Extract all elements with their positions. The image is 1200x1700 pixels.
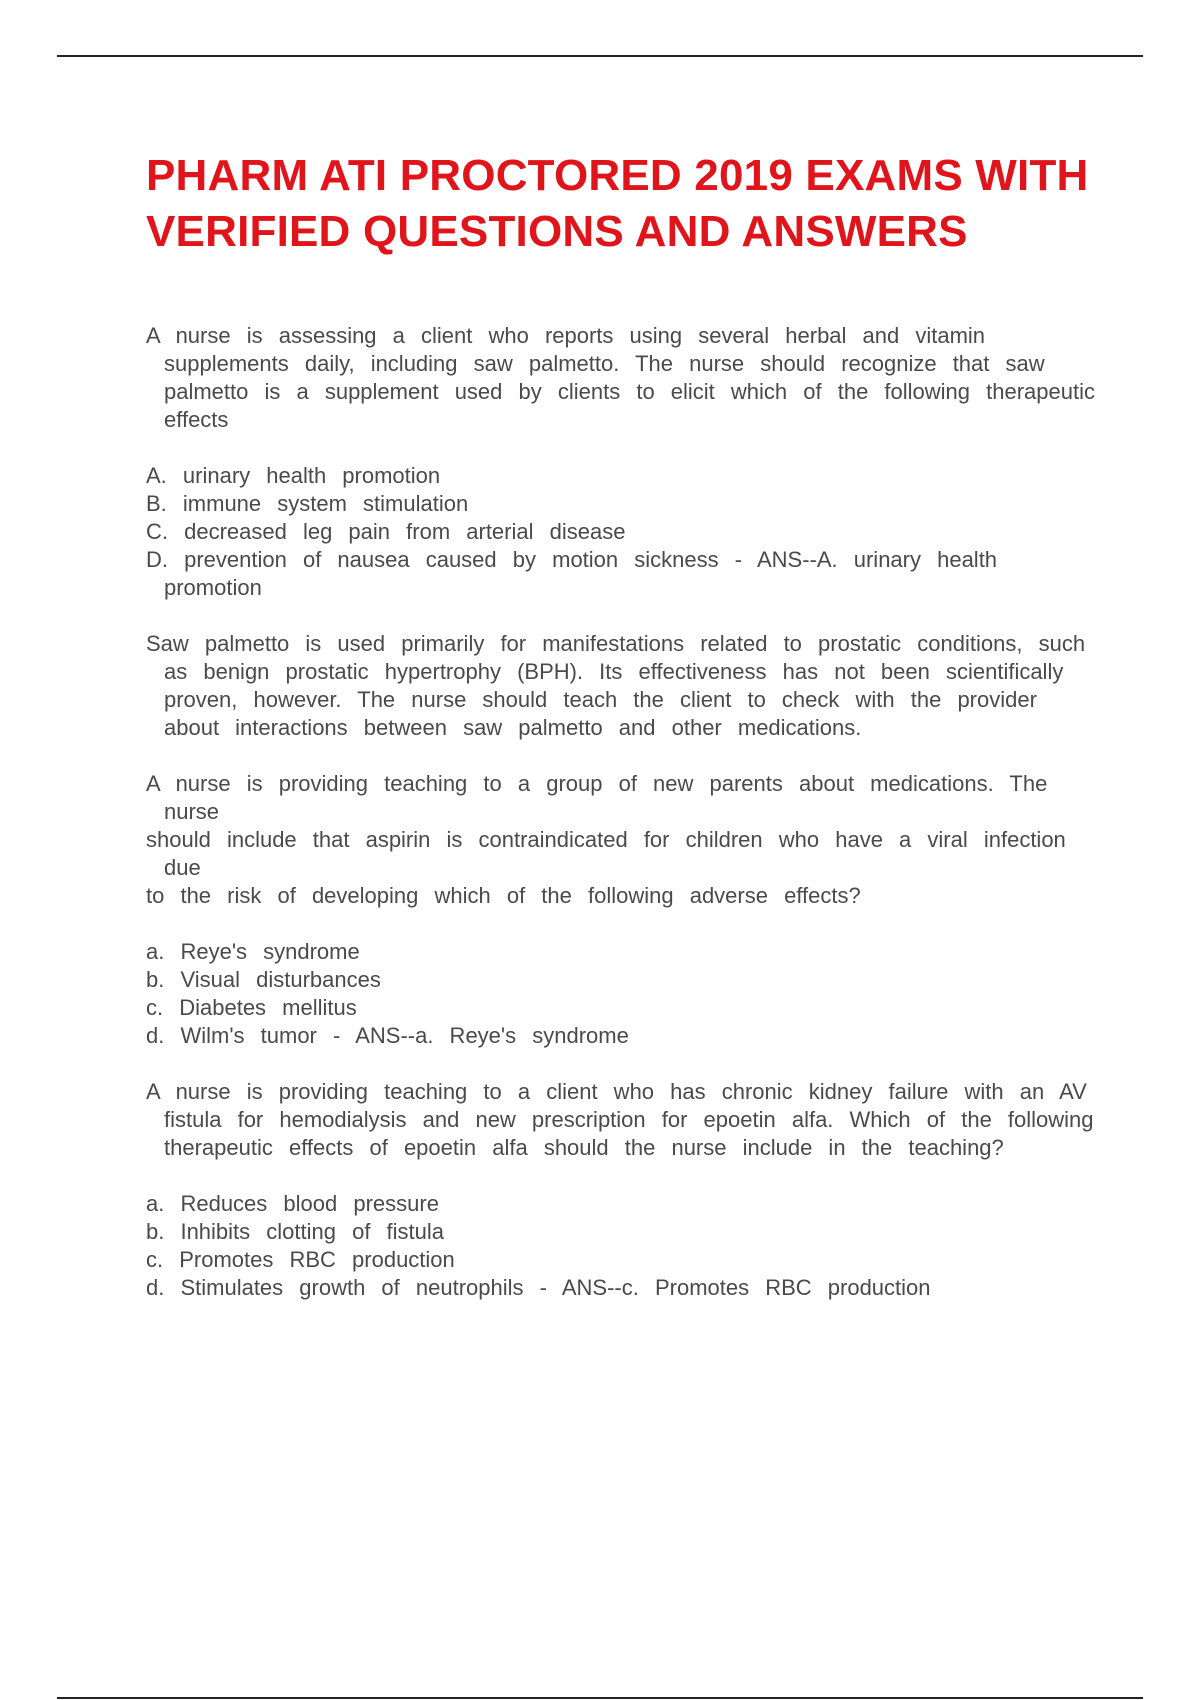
bottom-rule — [57, 1697, 1143, 1699]
question-2-line-2: should include that aspirin is contraindicated for children who have a viral infection due — [146, 827, 1066, 880]
question-1-text: A nurse is assessing a client who reports using several herbal and vitamin supplements daily, including saw palmetto. The nurse should recognize that saw palmetto is a supplement used by clients to elicit which of the following therapeutic effects — [146, 323, 1095, 432]
option-item: d. Stimulates growth of neutrophils - ANS--c. Promotes RBC production — [146, 1275, 931, 1300]
question-3-text: A nurse is providing teaching to a client who has chronic kidney failure with an AV fistula for hemodialysis and new prescription for epoetin alfa. Which of the following therapeutic effects of epoetin alfa should the nurse include in the teaching? — [146, 1079, 1094, 1160]
rationale-text: Saw palmetto is used primarily for manifestations related to prostatic conditions, such as benign prostatic hypertrophy (BPH). Its effectiveness has not been scientifically proven, however. The nurse should teach the client to check with the provider about interactions between saw palmetto and other medications. — [146, 631, 1086, 740]
question-1 — [146, 322, 1096, 434]
document-title: PHARM ATI PROCTORED 2019 EXAMS WITH VERIFIED QUESTIONS AND ANSWERS — [146, 151, 1089, 256]
document-content — [146, 148, 1096, 1330]
question-3-options — [146, 1190, 1096, 1302]
option-item: B. immune system stimulation — [146, 491, 469, 516]
question-2 — [146, 770, 1096, 910]
option-item: D. prevention of nausea caused by motion sickness - ANS--A. urinary health promotion — [146, 547, 998, 600]
option-item: a. Reye's syndrome — [146, 939, 360, 964]
option-item: d. Wilm's tumor - ANS--a. Reye's syndrome — [146, 1023, 629, 1048]
question-2-options — [146, 938, 1096, 1050]
top-rule — [57, 55, 1143, 57]
option-item: c. Diabetes mellitus — [146, 995, 357, 1020]
question-1-rationale — [146, 630, 1096, 742]
option-item: C. decreased leg pain from arterial disease — [146, 519, 626, 544]
question-1-options — [146, 462, 1096, 602]
option-item: A. urinary health promotion — [146, 463, 441, 488]
option-item: c. Promotes RBC production — [146, 1247, 455, 1272]
question-2-line-3: to the risk of developing which of the following adverse effects? — [146, 883, 861, 908]
question-2-line-1: A nurse is providing teaching to a group of new parents about medications. The nurse — [146, 771, 1048, 824]
option-item: b. Inhibits clotting of fistula — [146, 1219, 445, 1244]
option-item: a. Reduces blood pressure — [146, 1191, 439, 1216]
question-3 — [146, 1078, 1096, 1162]
option-item: b. Visual disturbances — [146, 967, 381, 992]
